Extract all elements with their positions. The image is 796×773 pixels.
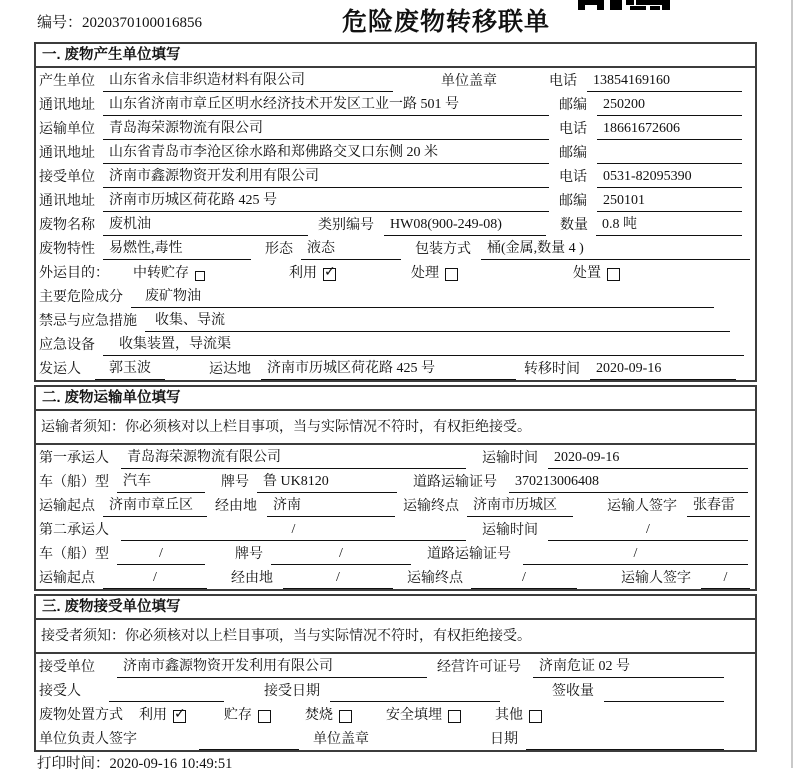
vehicle1-value: 汽车 <box>117 472 205 493</box>
disposal-option-landfill <box>386 705 461 726</box>
destination-value: 济南市历城区荷花路 425 号 <box>261 359 516 380</box>
sign1-label: 运输人签字 <box>607 499 677 514</box>
carrier1-value: 青岛海荣源物流有限公司 <box>121 448 466 469</box>
page-title: 危险废物转移联单 <box>341 8 550 36</box>
purpose-treat-label: 处理 <box>411 266 439 281</box>
transfer-time-label: 转移时间 <box>524 362 580 377</box>
row-vehicle2 <box>36 541 755 565</box>
waste-props-value: 易燃性,毒性 <box>103 239 251 260</box>
receiver-label: 接受单位 <box>39 170 95 185</box>
permit1-value: 370213006408 <box>509 472 748 493</box>
row-receive-unit <box>36 654 755 678</box>
producer-seal-label: 单位盖章 <box>441 74 497 89</box>
row-purpose <box>36 260 755 284</box>
row-waste-props <box>36 236 755 260</box>
origin1-label: 运输起点 <box>39 499 95 514</box>
carrier2-label: 第二承运人 <box>39 523 109 538</box>
carrier1-label: 第一承运人 <box>39 451 109 466</box>
row-receive-person <box>36 678 755 702</box>
producer-phone-value: 13854169160 <box>587 71 742 92</box>
row-shipper <box>36 356 755 380</box>
print-time-line <box>37 752 232 773</box>
receiver-seal-label: 单位盖章 <box>313 732 369 747</box>
print-time-label: 打印时间： <box>37 756 110 772</box>
purpose-treat-checkbox <box>445 268 458 281</box>
end2-label: 运输终点 <box>407 571 463 586</box>
disposal-burn-checkbox <box>339 710 352 723</box>
purpose-option-dispose <box>573 263 620 284</box>
receiver-address-value: 济南市历城区荷花路 425 号 <box>103 191 549 212</box>
disposal-burn-label: 焚烧 <box>305 708 333 723</box>
transporter-label: 运输单位 <box>39 122 95 137</box>
transporter-value: 青岛海荣源物流有限公司 <box>103 119 549 140</box>
waste-name-label: 废物名称 <box>39 218 95 233</box>
plate2-label: 牌号 <box>235 547 263 562</box>
purpose-option-treat <box>411 263 458 284</box>
receiver-phone-value: 0531-82095390 <box>597 167 742 188</box>
waste-form-value: 液态 <box>301 239 401 260</box>
section-transport-header: 二. 废物运输单位填写 <box>36 387 755 411</box>
sign2-label: 运输人签字 <box>621 571 691 586</box>
receive-qty-value <box>604 681 724 702</box>
section-producer <box>34 42 757 382</box>
section-receiver <box>34 594 757 752</box>
shipper-label: 发运人 <box>39 362 81 377</box>
row-taboo <box>36 308 755 332</box>
waste-form-label: 形态 <box>265 242 293 257</box>
purpose-option-use <box>289 263 336 284</box>
row-receiver <box>36 164 755 188</box>
transporter-phone-value: 18661672606 <box>597 119 742 140</box>
disposal-option-burn <box>305 705 352 726</box>
carrier2-value: / <box>121 520 466 541</box>
vehicle1-label: 车（船）型 <box>39 475 109 490</box>
producer-address-label: 通讯地址 <box>39 98 95 113</box>
transport-time1-label: 运输时间 <box>482 451 538 466</box>
row-vehicle1 <box>36 469 755 493</box>
purpose-dispose-label: 处置 <box>573 266 601 281</box>
shipper-value: 郭玉波 <box>95 359 165 380</box>
section-producer-header: 一. 废物产生单位填写 <box>36 44 755 68</box>
disposal-label: 废物处置方式 <box>39 708 123 723</box>
purpose-transfer-label: 中转贮存 <box>133 266 189 281</box>
head-signature-label: 单位负责人签字 <box>39 732 137 747</box>
row-producer <box>36 68 755 92</box>
waste-qty-value: 0.8 吨 <box>596 215 742 236</box>
taboo-value: 收集、导流 <box>145 311 730 332</box>
sign1-value: 张春雷 <box>687 496 750 517</box>
producer-address-value: 山东省济南市章丘区明水经济技术开发区工业一路 501 号 <box>103 95 549 116</box>
waste-pack-value: 桶(金属,数量 4 ) <box>481 239 750 260</box>
row-disposal <box>36 702 755 726</box>
receive-unit-value: 济南市鑫源物资开发利用有限公司 <box>117 657 427 678</box>
plate2-value: / <box>271 544 411 565</box>
date-value <box>526 729 724 750</box>
transport-time2-value: / <box>548 520 748 541</box>
producer-label: 产生单位 <box>39 74 95 89</box>
disposal-option-other <box>495 705 542 726</box>
origin2-label: 运输起点 <box>39 571 95 586</box>
row-carrier1 <box>36 445 755 469</box>
producer-zip-value: 250200 <box>597 95 742 116</box>
manifest-form <box>34 42 757 752</box>
row-equipment <box>36 332 755 356</box>
disposal-landfill-checkbox <box>448 710 461 723</box>
waste-code-label: 类别编号 <box>318 218 374 233</box>
license-value: 济南危证 02 号 <box>533 657 724 678</box>
producer-zip-label: 邮编 <box>559 98 587 113</box>
document-header <box>0 0 796 42</box>
via1-label: 经由地 <box>215 499 257 514</box>
row-hazard <box>36 284 755 308</box>
transporter-zip-label: 邮编 <box>559 146 587 161</box>
transporter-address-label: 通讯地址 <box>39 146 95 161</box>
purpose-dispose-checkbox <box>607 268 620 281</box>
plate1-label: 牌号 <box>221 475 249 490</box>
transport-notice: 运输者须知：你必须核对以上栏目事项，当与实际情况不符时，有权拒绝接受。 <box>36 411 755 445</box>
row-transporter <box>36 116 755 140</box>
license-label: 经营许可证号 <box>437 660 521 675</box>
disposal-store-checkbox <box>258 710 271 723</box>
transport-time1-value: 2020-09-16 <box>548 448 748 469</box>
permit2-label: 道路运输证号 <box>427 547 511 562</box>
vehicle2-value: / <box>117 544 205 565</box>
disposal-use-checkbox <box>173 710 186 723</box>
receive-unit-label: 接受单位 <box>39 660 95 675</box>
disposal-landfill-label: 安全填埋 <box>386 708 442 723</box>
row-route2 <box>36 565 755 589</box>
disposal-store-label: 贮存 <box>224 708 252 723</box>
head-signature-value <box>199 729 299 750</box>
end1-label: 运输终点 <box>403 499 459 514</box>
receiver-zip-label: 邮编 <box>559 194 587 209</box>
transporter-phone-label: 电话 <box>559 122 587 137</box>
waste-name-value: 废机油 <box>103 215 308 236</box>
section-transport <box>34 385 757 591</box>
producer-phone-label: 电话 <box>549 74 577 89</box>
date-label: 日期 <box>490 732 518 747</box>
waste-qty-label: 数量 <box>560 218 588 233</box>
disposal-use-label: 利用 <box>139 708 167 723</box>
purpose-use-checkbox <box>323 268 336 281</box>
disposal-option-use <box>139 705 186 726</box>
equipment-label: 应急设备 <box>39 338 95 353</box>
plate1-value: 鲁 UK8120 <box>257 472 397 493</box>
serial-value: 2020370100016856 <box>82 15 203 31</box>
via1-value: 济南 <box>267 496 395 517</box>
row-producer-address <box>36 92 755 116</box>
row-carrier2 <box>36 517 755 541</box>
purpose-use-label: 利用 <box>289 266 317 281</box>
transporter-address-value: 山东省青岛市李沧区徐水路和郑佛路交叉口东侧 20 米 <box>103 143 549 164</box>
waste-pack-label: 包装方式 <box>415 242 471 257</box>
disposal-other-checkbox <box>529 710 542 723</box>
receiver-value: 济南市鑫源物资开发利用有限公司 <box>103 167 549 188</box>
row-head-signature <box>36 726 755 750</box>
via2-label: 经由地 <box>231 571 273 586</box>
disposal-option-store <box>224 705 271 726</box>
receive-date-label: 接受日期 <box>264 684 320 699</box>
transfer-time-value: 2020-09-16 <box>590 359 736 380</box>
receiver-phone-label: 电话 <box>559 170 587 185</box>
permit2-value: / <box>523 544 748 565</box>
qr-code-fragment <box>578 0 670 11</box>
origin1-value: 济南市章丘区 <box>103 496 207 517</box>
end2-value: / <box>471 568 577 589</box>
transporter-zip-value <box>597 143 742 164</box>
row-receiver-address <box>36 188 755 212</box>
receiver-address-label: 通讯地址 <box>39 194 95 209</box>
sign2-value: / <box>701 568 750 589</box>
origin2-value: / <box>103 568 207 589</box>
purpose-label: 外运目的： <box>39 266 109 281</box>
hazard-label: 主要危险成分 <box>39 290 123 305</box>
waste-props-label: 废物特性 <box>39 242 95 257</box>
receive-qty-label: 签收量 <box>552 684 594 699</box>
taboo-label: 禁忌与应急措施 <box>39 314 137 329</box>
receiver-zip-value: 250101 <box>597 191 742 212</box>
transport-time2-label: 运输时间 <box>482 523 538 538</box>
via2-value: / <box>283 568 393 589</box>
receive-date-value <box>330 681 500 702</box>
purpose-transfer-checkbox <box>195 271 205 281</box>
destination-label: 运达地 <box>209 362 251 377</box>
purpose-option-transfer <box>133 263 205 284</box>
serial-label: 编号： <box>37 15 83 31</box>
end1-value: 济南市历城区 <box>467 496 573 517</box>
receive-person-value <box>109 681 224 702</box>
print-time-value: 2020-09-16 10:49:51 <box>109 756 233 772</box>
waste-code-value: HW08(900-249-08) <box>384 215 546 236</box>
row-transporter-address <box>36 140 755 164</box>
receiver-notice: 接受者须知：你必须核对以上栏目事项，当与实际情况不符时，有权拒绝接受。 <box>36 620 755 654</box>
vehicle2-label: 车（船）型 <box>39 547 109 562</box>
section-receiver-header: 三. 废物接受单位填写 <box>36 596 755 620</box>
disposal-other-label: 其他 <box>495 708 523 723</box>
row-waste-name <box>36 212 755 236</box>
hazard-value: 废矿物油 <box>131 287 714 308</box>
page-right-edge <box>791 0 793 768</box>
receive-person-label: 接受人 <box>39 684 81 699</box>
equipment-value: 收集装置，导流渠 <box>103 335 744 356</box>
producer-value: 山东省永信非织造材料有限公司 <box>103 71 393 92</box>
row-route1 <box>36 493 755 517</box>
permit1-label: 道路运输证号 <box>413 475 497 490</box>
